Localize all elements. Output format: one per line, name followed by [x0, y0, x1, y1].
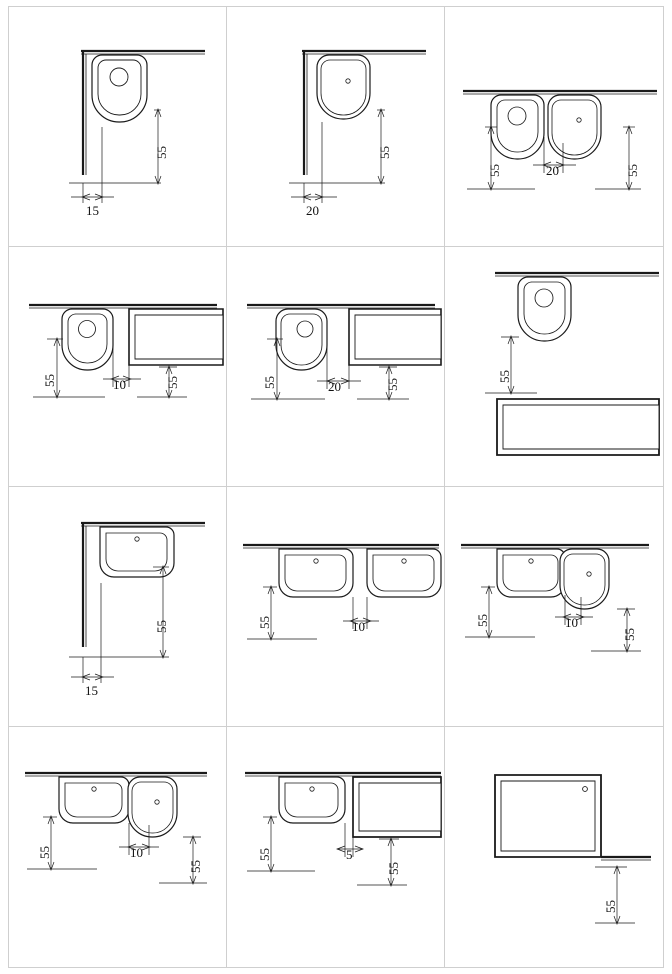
dim-label-55-left: 55: [42, 374, 57, 387]
cell-washbasin-and-wc: [9, 727, 227, 967]
dim-label-55: 55: [603, 900, 618, 913]
dim-label-55: 55: [154, 146, 169, 159]
dim-label-55-right: 55: [625, 164, 640, 177]
dim-label-55-left: 55: [37, 846, 52, 859]
dim-label-55-right: 55: [622, 628, 637, 641]
cell-wc-corner-left-20: [227, 7, 445, 247]
dim-label-15: 15: [86, 203, 99, 218]
dim-label-10: 10: [565, 615, 578, 630]
cell-washbasin-corner-left: [9, 487, 227, 727]
dim-label-20: 20: [328, 379, 341, 394]
dim-label-55-right: 55: [386, 862, 401, 875]
cell-wc-and-bidet-pair: [445, 7, 663, 247]
dim-label-10: 10: [130, 845, 143, 860]
dim-label-10: 10: [113, 377, 126, 392]
cell-shower-tray-corner: [445, 727, 663, 967]
dim-label-55-right: 55: [188, 860, 203, 873]
dim-label-15: 15: [85, 683, 98, 698]
dim-label-55-right: 55: [165, 376, 180, 389]
dim-label-55: 55: [154, 620, 169, 633]
cell-wc-next-to-bathtub-10: [9, 247, 227, 487]
cell-wc-above-bathtub: [445, 247, 663, 487]
dim-label-55-left: 55: [257, 848, 272, 861]
dim-label-55: 55: [257, 616, 272, 629]
cell-washbasin-and-bidet: [445, 487, 663, 727]
dim-label-55: 55: [497, 370, 512, 383]
cell-two-washbasins: [227, 487, 445, 727]
dim-label-55-left: 55: [262, 376, 277, 389]
dim-label-55: 55: [377, 146, 392, 159]
diagram-grid: [8, 6, 664, 968]
dim-label-55-left: 55: [487, 164, 502, 177]
dim-label-20: 20: [306, 203, 319, 218]
dim-label-55-right: 55: [385, 378, 400, 391]
cell-wall-hung-wc-corner-left: [9, 7, 227, 247]
cell-wc-next-to-bathtub-20: [227, 247, 445, 487]
dim-label-5: 5: [346, 847, 353, 862]
dim-label-10: 10: [352, 619, 365, 634]
dim-label-55-left: 55: [475, 614, 490, 627]
cell-washbasin-next-to-bathtub-5: [227, 727, 445, 967]
dim-label-20: 20: [546, 163, 559, 178]
